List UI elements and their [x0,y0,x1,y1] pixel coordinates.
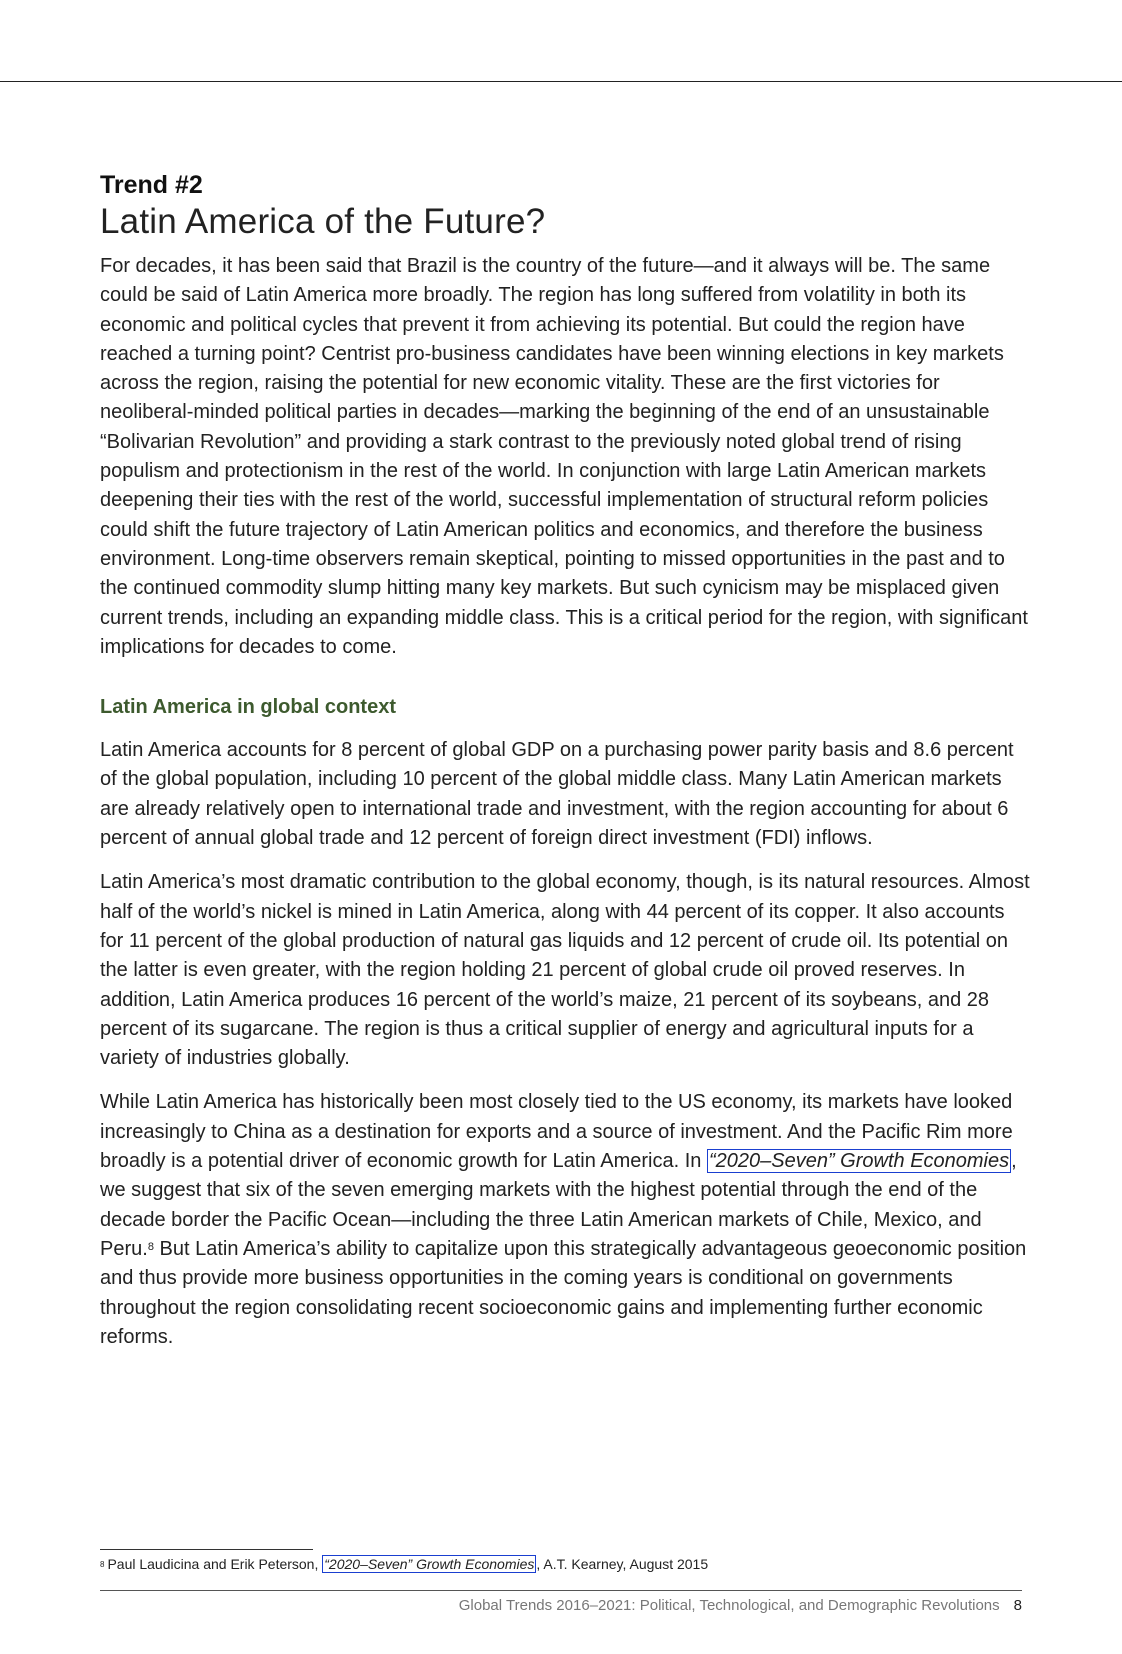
paragraph-3-text-b: , we suggest that six of the seven emerging markets with the highest potential through the end of the decade border the Pacific Ocean—including the three Latin American markets of Chile, Mexico, and Peru. [100,1150,1017,1260]
footer-title: Global Trends 2016–2021: Political, Technological, and Demographic Revolutions [458,1597,1000,1614]
footnote-ref-8[interactable]: 8 [147,1240,154,1253]
trend-label: Trend #2 [100,171,203,199]
section-heading: Latin America in global context [100,696,396,719]
paragraph-3-text-c: But Latin America’s ability to capitalize upon this strategically advantageous geoeconomic position and thus provide more business opportunities in the coming years is conditional on governments throughout the region consolidating recent socioeconomic gains and implementing further economic reforms. [100,1237,1027,1348]
footnote-authors: Paul Laudicina and Erik Peterson, [107,1556,323,1572]
footnote-link[interactable]: “2020–Seven” Growth Economies [324,1556,535,1572]
growth-economies-link[interactable]: “2020–Seven” Growth Economies [708,1150,1010,1173]
page-footer [459,1596,1022,1616]
footnote-rule [100,1549,313,1550]
main-content [100,170,1030,1367]
top-rule [0,81,1122,82]
footnote [100,1554,1030,1574]
page-title: Latin America of the Future? [100,202,546,241]
page-number: 8 [1013,1597,1022,1614]
footnote-number: 8 [100,1560,105,1569]
section-paragraph-3 [100,1088,1030,1352]
paragraph-3-text-a: While Latin America has historically been most closely tied to the US economy, its markets have looked increasingly to China as a destination for exports and a source of investment. And the Pacific Rim more broadly is a potential driver of economic growth for Latin America. In [100,1091,1013,1173]
footnote-rest: , A.T. Kearney, August 2015 [536,1556,709,1572]
section-paragraph-2: Latin America’s most dramatic contribution to the global economy, though, is its natural resources. Almost half of the world’s nickel is mined in Latin America, along with 44 percent of its copper. It also accounts for 11 percent of the global production of natural gas liquids and 12 percent of crude oil. Its potential on the latter is even greater, with the region holding 21 percent of global crude oil proved reserves. In addition, Latin America produces 16 percent of the world’s maize, 21 percent of its soybeans, and 28 percent of its sugarcane. The region is thus a critical supplier of energy and agricultural inputs for a variety of industries globally. [100,871,1030,1070]
section-paragraph-1: Latin America accounts for 8 percent of global GDP on a purchasing power parity basis and 8.6 percent of the global population, including 10 percent of the global middle class. Many Latin American markets are already relatively open to international trade and investment, with the region accounting for about 6 percent of annual global trade and 12 percent of foreign direct investment (FDI) inflows. [100,739,1014,850]
footer-rule [100,1590,1022,1591]
intro-paragraph: For decades, it has been said that Brazil is the country of the future—and it always will be. The same could be said of Latin America more broadly. The region has long suffered from volatility in both its economic and political cycles that prevent it from achieving its potential. But could the region have reached a turning point? Centrist pro-business candidates have been winning elections in key markets across the region, raising the potential for new economic vitality. These are the first victories for neoliberal-minded political parties in decades—marking the beginning of the end of an unsustainable “Bolivarian Revolution” and providing a stark contrast to the previously noted global trend of rising populism and protectionism in the rest of the world. In conjunction with large Latin American markets deepening their ties with the rest of the world, successful implementation of structural reform policies could shift the future trajectory of Latin American politics and economics, and therefore the business environment. Long-time observers remain skeptical, pointing to missed opportunities in the past and to the continued commodity slump hitting many key markets. But such cynicism may be misplaced given current trends, including an expanding middle class. This is a critical period for the region, with significant implications for decades to come. [100,255,1028,658]
